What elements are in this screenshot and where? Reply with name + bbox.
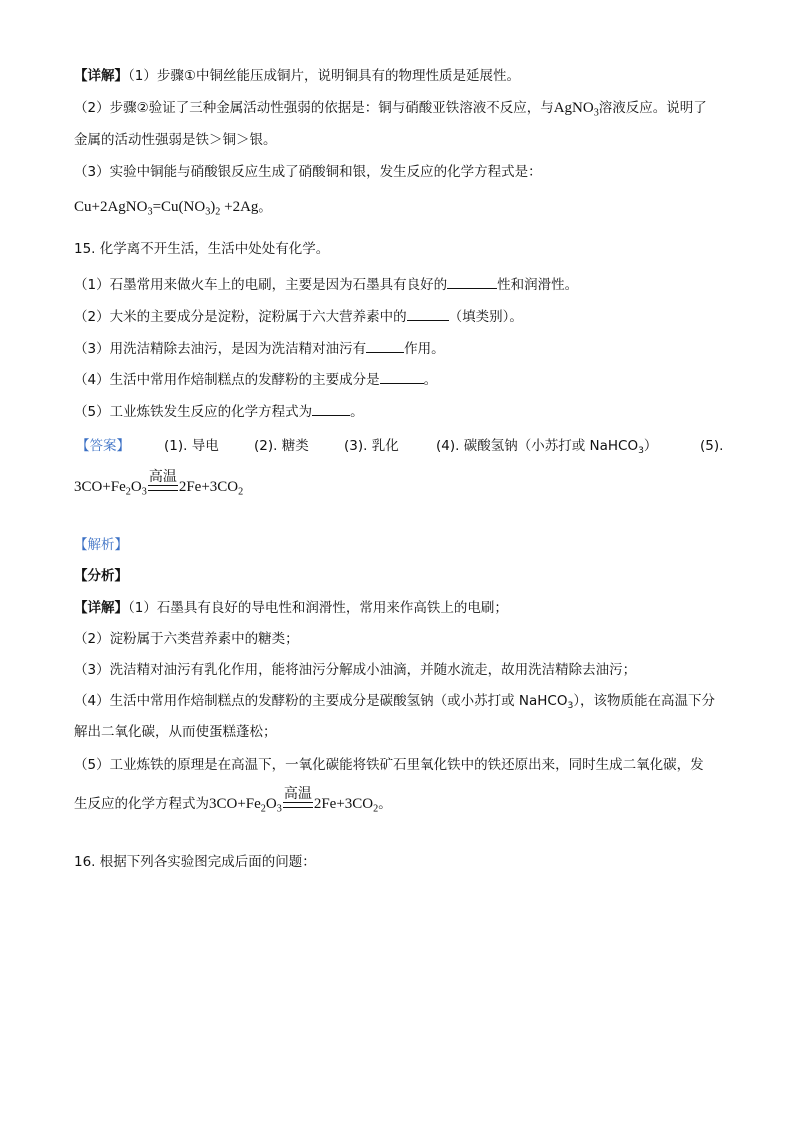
analysis-line-2: （2）淀粉属于六类营养素中的糖类； <box>74 631 299 647</box>
analysis-line-7: 生反应的化学方程式为$3CO+Fe_2O_3$ 高温 $2Fe+3CO_2$。 <box>74 786 392 815</box>
analysis-fenxi: 【分析】 <box>74 568 128 584</box>
q14-detail-line-3: 金属的活动性强弱是铁＞铜＞银。 <box>74 132 277 148</box>
answer-blank <box>312 401 350 416</box>
formula: AgNO$_3$ <box>553 100 599 119</box>
answer-5-label: (5). <box>700 438 724 454</box>
reaction-condition: 高温 <box>148 469 178 497</box>
analysis-line-1: 【详解】（1）石墨具有良好的导电性和润滑性，常用来作高铁上的电刷； <box>74 600 508 616</box>
answer-4: (4). 碳酸氢钠（小苏打或 NaHCO$_3$） <box>436 438 658 457</box>
answer-blank <box>366 338 404 353</box>
q15-part-3: （3）用洗洁精除去油污，是因为洗洁精对油污有 作用。 <box>74 338 445 359</box>
q16-stem: 16. 根据下列各实验图完成后面的问题： <box>74 854 316 870</box>
detail-text: （1）步骤①中铜丝能压成铜片，说明铜具有的物理性质是延展性。 <box>128 68 520 84</box>
q14-detail-line-1 <box>74 66 520 86</box>
answer-1: (1). 导电 <box>164 438 219 454</box>
answer-equation: $3CO+Fe_2O_3$ 高温 $2Fe+3CO_2$ <box>74 469 244 498</box>
analysis-line-3: （3）洗洁精对油污有乳化作用，能将油污分解成小油滴，并随水流走，故用洗洁精除去油污； <box>74 662 637 678</box>
q15-part-1: （1）石墨常用来做火车上的电刷，主要是因为石墨具有良好的 性和润滑性。 <box>74 274 578 295</box>
q15-part-4: （4）生活中常用作焙制糕点的发酵粉的主要成分是 。 <box>74 369 437 390</box>
detail-text: （2）步骤②验证了三种金属活动性强弱的依据是：铜与硝酸亚铁溶液不反应，与 <box>74 100 554 116</box>
answer-line <box>76 436 726 458</box>
q14-detail-line-4: （3）实验中铜能与硝酸银反应生成了硝酸铜和银，发生反应的化学方程式是： <box>74 164 542 180</box>
detail-tag: 【详解】 <box>74 68 128 84</box>
q14-detail-line-2 <box>74 98 707 118</box>
analysis-equation: $3CO+Fe_2O_3$ 高温 $2Fe+3CO_2$ <box>209 786 379 815</box>
analysis-line-4: （4）生活中常用作焙制糕点的发酵粉的主要成分是碳酸氢钠（或小苏打或 NaHCO$_3$），该物质能在高温下分 <box>74 693 716 712</box>
analysis-tag: 【解析】 <box>74 537 128 553</box>
answer-blank <box>380 369 424 384</box>
answer-blank <box>407 306 449 321</box>
analysis-line-6: （5）工业炼铁的原理是在高温下，一氧化碳能将铁矿石里氧化铁中的铁还原出来，同时生成二氧化碳，发 <box>74 757 704 773</box>
q15-part-2: （2）大米的主要成分是淀粉，淀粉属于六大营养素中的 （填类别）。 <box>74 306 523 327</box>
q15-part-5: （5）工业炼铁发生反应的化学方程式为 。 <box>74 401 364 422</box>
detail-text: 溶液反应。说明了 <box>598 100 707 116</box>
q14-equation: $Cu+2AgNO_3=Cu(NO_3)_2 +2Ag$。 <box>74 199 272 218</box>
answer-tag: 【答案】 <box>76 438 130 454</box>
q15-stem: 15. 化学离不开生活，生活中处处有化学。 <box>74 241 330 257</box>
reaction-condition: 高温 <box>283 786 313 814</box>
answer-3: (3). 乳化 <box>344 438 399 454</box>
answer-2: (2). 糖类 <box>254 438 309 454</box>
answer-blank <box>447 274 497 289</box>
analysis-line-5: 解出二氧化碳，从而使蛋糕蓬松； <box>74 724 277 740</box>
